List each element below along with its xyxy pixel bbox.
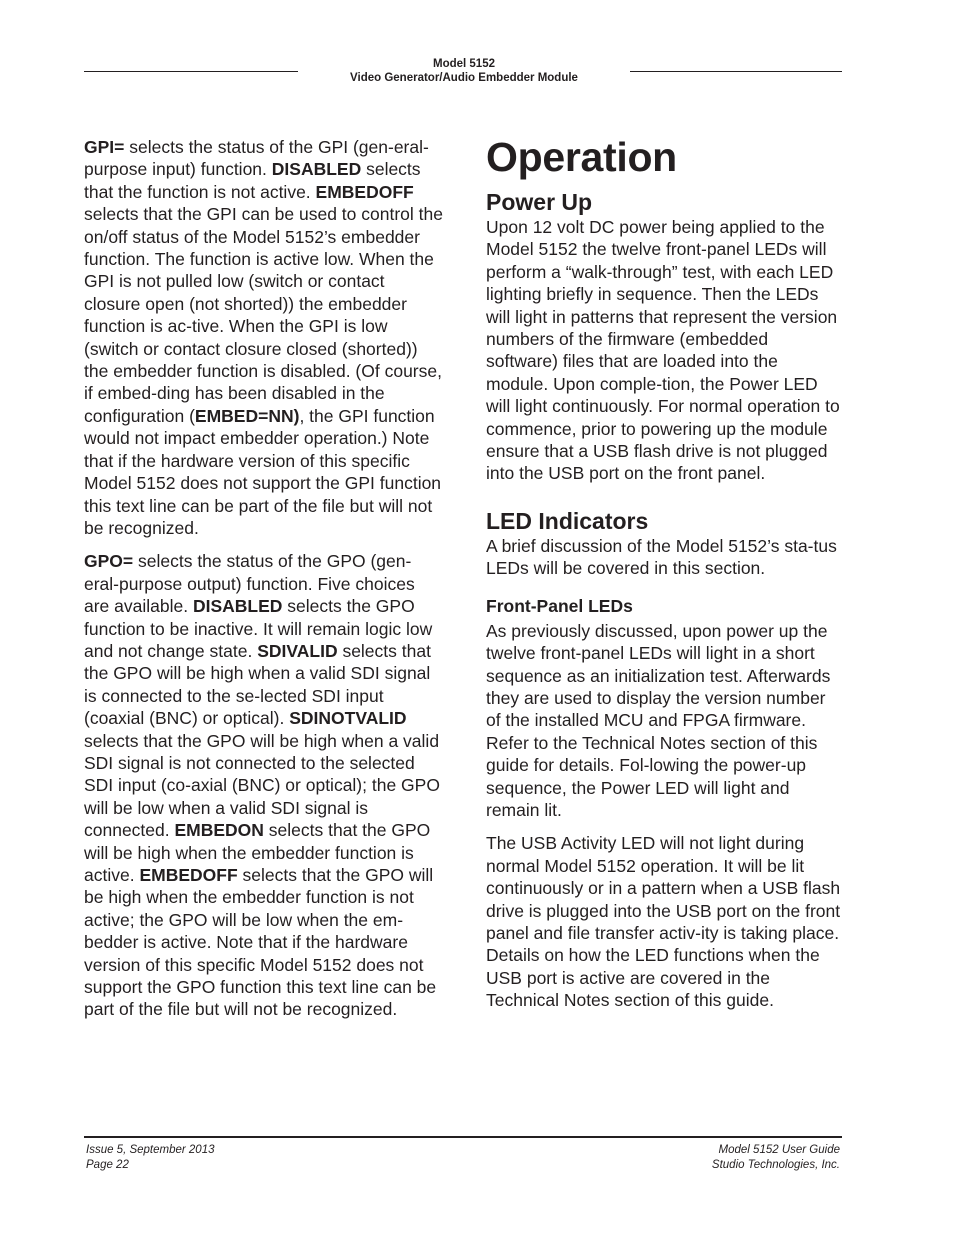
text-run: selects that the GPO will be high when a valid SDI signal is connected to the se-lected SDI input (coaxial (BNC) or optical). <box>84 640 431 729</box>
header-rule-right <box>630 71 842 72</box>
bold-keyword: EMBED=NN) <box>194 405 300 426</box>
text-run: selects that the GPO will be high when a valid SDI signal is not connected to the selected SDI input (co-axial (BNC) or optical); the GPO will be low when a valid SDI signal is connected. <box>84 730 440 841</box>
text-run: selects that the GPI can be used to control the on/off status of the Model 5152’s embedder function. The function is active low. When the GPI is not pulled low (switch or contact closure open (not shorted)) the embedder function is ac-tive. When the GPI is low (switch or contact closure closed (shorted)) the embedder function is disabled. (Of course, if embed-ding has been disabled in the configuration ( <box>84 204 443 426</box>
text-run: selects that the GPO will be high when the embedder function is active. <box>84 820 431 885</box>
header-rule-left <box>84 71 298 72</box>
text-run: selects that the function is not active. <box>84 159 421 202</box>
gpo-paragraph <box>84 550 444 1021</box>
footer-left <box>86 1143 215 1173</box>
text-run: selects the status of the GPO (gen-eral-purpose output) function. Five choices are available. <box>84 551 415 617</box>
footer-right <box>712 1143 840 1173</box>
page-header <box>0 57 954 89</box>
gpi-paragraph <box>84 136 444 539</box>
text-run: , the GPI function would not impact embedder operation.) Note that if the hardware version of this specific Model 5152 does not support the GPI function this text line can be part of the file but will not be recognized. <box>84 405 442 538</box>
text-run: selects the GPO function to be inactive. It will remain logic low and not change state. <box>84 596 433 661</box>
text-run: selects that the GPO will be high when the embedder function is not active; the GPO will be low when the em-bedder is active. Note that if the hardware version of this specific Model 5152 does not support the GPO function this text line can be part of the file but will not be recognized. <box>84 865 437 1020</box>
bold-keyword: EMBEDOFF <box>139 865 238 885</box>
header-model: Model 5152 <box>433 58 495 70</box>
footer-guide-title: Model 5152 User Guide <box>718 1144 840 1156</box>
power-up-body: Upon 12 volt DC power being applied to the Model 5152 the twelve front-panel LEDs will perform a “walk-through” test, with each LED lighting briefly in sequence. Then the LEDs will light in patterns that represent the version numbers of the firmware (embedded software) files that are loaded into the module. Upon comple-tion, the Power LED will light continuously. For normal operation to commence, prior to powering up the module ensure that a USB flash drive is not plugged into the USB port on the front panel. <box>486 217 840 484</box>
right-column <box>486 133 844 1012</box>
bold-keyword: DISABLED <box>271 159 362 180</box>
front-panel-para-1: As previously discussed, upon power up the twelve front-panel LEDs will light in a short sequence as an initialization test. Afterwards they are used to display the version number of the installed MCU and FPGA firmware. Refer to the Technical Notes section of this guide for details. Fol-lowing the power-up sequence, the Power LED will light and remain lit. <box>486 620 831 820</box>
page-title: Operation <box>486 134 677 180</box>
bold-keyword: EMBEDOFF <box>315 181 414 202</box>
bold-keyword: GPO= <box>84 551 134 572</box>
bold-keyword: SDINOTVALID <box>289 708 407 729</box>
power-up-heading: Power Up <box>486 189 593 215</box>
bold-keyword: GPI= <box>84 137 125 157</box>
footer-page-number: Page 22 <box>86 1159 129 1171</box>
text-run: selects the status of the GPI (gen-eral-purpose input) function. <box>84 137 429 180</box>
footer-rule <box>84 1136 842 1138</box>
header-product: Video Generator/Audio Embedder Module <box>350 72 578 84</box>
led-indicators-body: A brief discussion of the Model 5152’s sta-tus LEDs will be covered in this section. <box>486 535 837 579</box>
led-indicators-heading: LED Indicators <box>486 507 649 534</box>
bold-keyword: SDIVALID <box>257 640 338 661</box>
front-panel-para-2: The USB Activity LED will not light during normal Model 5152 operation. It will be lit continuously or in a pattern when a USB flash drive is plugged into the USB port on the front panel and file transfer activ-ity is taking place. Details on how the LED functions when the USB port is active are covered in the Technical Notes section of this guide. <box>486 833 841 1011</box>
front-panel-heading: Front-Panel LEDs <box>486 595 633 616</box>
footer-company: Studio Technologies, Inc. <box>711 1159 840 1171</box>
left-column <box>84 136 444 1021</box>
footer-issue: Issue 5, September 2013 <box>86 1144 215 1156</box>
header-text <box>298 57 630 85</box>
bold-keyword: DISABLED <box>192 596 283 617</box>
bold-keyword: EMBEDON <box>174 820 264 841</box>
